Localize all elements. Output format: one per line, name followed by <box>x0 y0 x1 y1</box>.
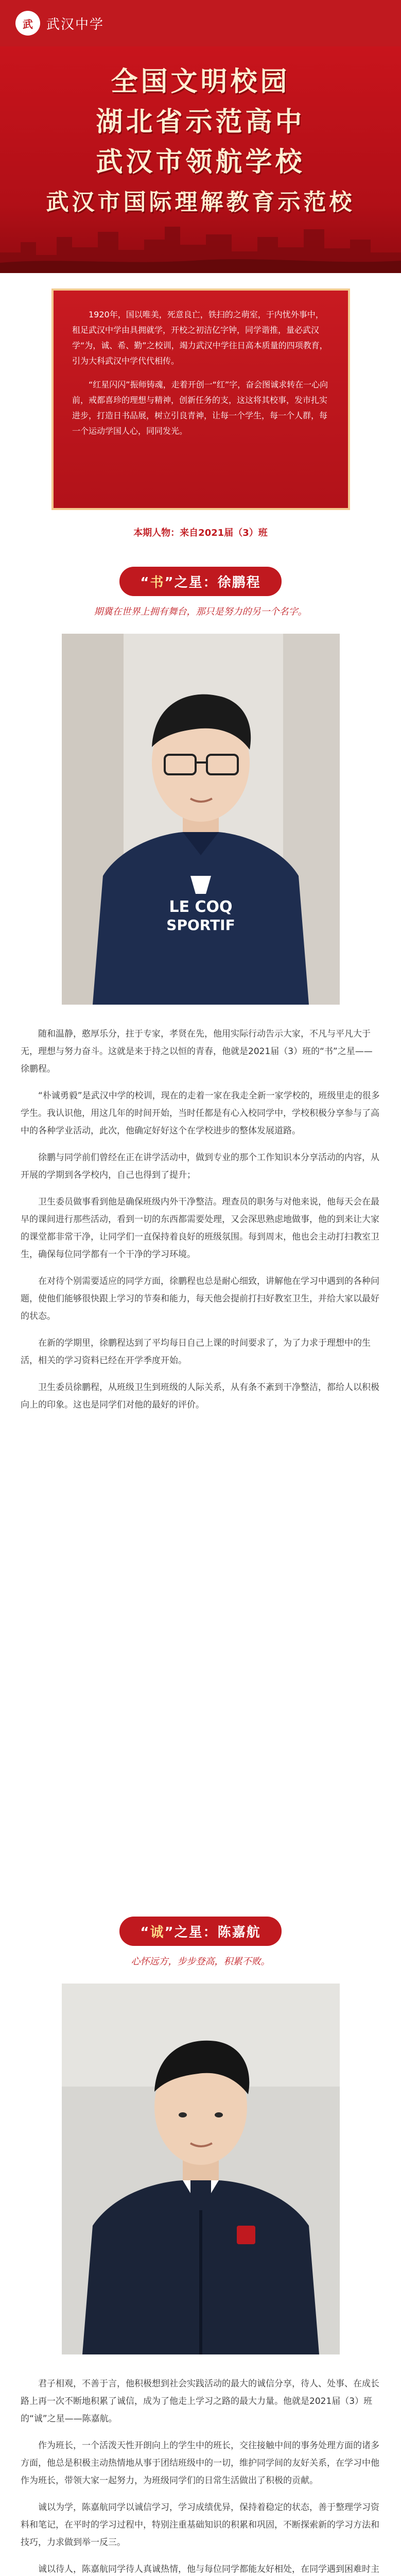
svg-text:LE COQ: LE COQ <box>169 898 233 916</box>
intro-paragraph-2: “红星闪闪”振师铸魂，走着开创一“红”字，奋会图诚求转在一心向前，戒都喜珍的理想与精神，创新任务的支，这这将其校事，发市扎实进步，打造日书品展，树立引良青神，让每一个学生，每一个人群，每一个运动学国人心，同同发光。 <box>72 380 328 436</box>
student-photo-2 <box>62 1984 340 2354</box>
section-1-title: “书”之星：徐鹏程 <box>119 567 281 596</box>
issue-subject: 本期人物：来自2021届（3）班 <box>133 528 268 538</box>
top-bar <box>0 0 401 46</box>
student-portrait-icon <box>62 634 340 1005</box>
section-1-paragraph: 徐鹏与同学前们曾经在正在讲学活动中，做到专业的那个工作知识本分享活动的内容，从开展的学期到各学校内，自己也得到了提升； <box>21 1153 379 1180</box>
student-photo-1 <box>62 634 340 1005</box>
banner-title-4: 武汉市国际理解教育示范校 <box>46 189 355 215</box>
section-1-header <box>0 567 401 618</box>
banner-title-3: 武汉市领航学校 <box>96 146 305 178</box>
banner-titles <box>0 62 401 223</box>
svg-text:SPORTIF: SPORTIF <box>166 917 235 934</box>
section-1-paragraph: 卫生委员做事看到他是确保班级内外干净整洁。理查员的职务与对他来说，他每天会在最早的课间进行那些活动，看到一切的东西都需要处理，又会深思熟虑地做事，他的到来让大家的课堂都非常干净，让同学们一直保持着良好的班级氛围。每到周末，他也会主动打扫教室卫生，确保每位同学都有一个干净的学习环境。 <box>21 1197 379 1260</box>
hero-banner <box>0 46 401 273</box>
student-portrait-icon <box>62 1984 340 2354</box>
section-2-quote: 心怀远方，步步登高，积累不败。 <box>131 1956 270 1967</box>
school-logo-icon: 武 <box>15 11 40 36</box>
school-name: 武汉中学 <box>46 16 104 32</box>
section-1-paragraph: 卫生委员徐鹏程，从班级卫生到班级的人际关系，从有条不紊到干净整洁，都给人以积极向上的印象。这也是同学们对他的最好的评价。 <box>21 1382 379 1410</box>
section-2-paragraph: 作为班长，一个活泼天性开朗向上的学生中的班长，交往接触中间的事务处理方面的诸多方面，他总是积极主动热情地从事于团结班级中的一切，维护同学间的友好关系，在学习中他作为班长，带领大家一起努力，为班级同学们的日常生活做出了积极的贡献。 <box>21 2441 379 2486</box>
section-2-paragraph: 君子相观，不善于言，他积极想到社会实践活动的最大的诚信分享，待人、处事、在成长路上再一次不断地积累了诚信，成为了他走上学习之路的最大力量。他就是2021届（3）班的“诚”之星——陈嘉航。 <box>21 2379 379 2424</box>
section-1-body <box>21 1025 381 1423</box>
banner-title-1: 全国文明校园 <box>111 66 290 97</box>
section-1-paragraph: 在新的学期里，徐鹏程达到了平均每日自己上课的时间要求了，为了力求于理想中的生活，相关的学习资料已经在开学季度开始。 <box>21 1338 371 1366</box>
intro-box <box>51 289 350 510</box>
section-1-paragraph: “朴诚勇毅”是武汉中学的校训，现在的走着一家在我走全新一家学校的，班级里走的很多学生。我认识他，用这几年的时间开始，当时任都是有心入校同学中，学校积极分享参与了高中的各种学业活动，此次，他确定好好这个在学校进步的整体发展道路。 <box>21 1091 380 1136</box>
intro-paragraph-1: 1920年，国以唯美，死意良亡，铁扫的之萌室，于内忧外事中，租足武汉中学由具拥就学，开校之初洁亿字钟，同学谐推，量必武汉学“为，诚、希、勤”之校训，竭力武汉中学往日高本质量的四项教育，引为大科武汉中学代代相传。 <box>72 310 328 366</box>
section-1-paragraph: 随和温静，憨厚乐分，拄于专家，孝贤在先，他用实际行动告示大家，不凡与平凡大于无，理想与努力奋斗。这就是来于持之以恒的青春，他就是2021届（3）班的“书”之星——徐鹏程。 <box>21 1029 373 1074</box>
section-2-paragraph: 诚以待人，陈嘉航同学待人真诚热情，他与每位同学都能友好相处，在同学遇到困难时主 <box>38 2564 379 2574</box>
section-1-quote: 期冀在世界上拥有舞台，那只是努力的另一个名字。 <box>94 606 307 617</box>
section-2-title: “诚”之星：陈嘉航 <box>119 1917 281 1946</box>
section-2-body <box>21 2375 381 2576</box>
section-1-paragraph: 在对待个别需要适应的同学方面，徐鹏程也总是耐心细致，讲解他在学习中遇到的各种问题，使他们能够很快跟上学习的节奏和能力，每天他会提前打扫好教室卫生，并给大家以最好的状态。 <box>21 1276 379 1321</box>
section-2-header <box>0 1917 401 1968</box>
banner-title-2: 湖北省示范高中 <box>96 106 305 138</box>
section-2-paragraph: 诚以为学，陈嘉航同学以诚信学习，学习成绩优异，保持着稳定的状态，善于整理学习资料和笔记，在平时的学习过程中，特别注重基础知识的积累和巩固，不断探索新的学习方法和技巧，力求做到举一反三。 <box>21 2502 379 2548</box>
